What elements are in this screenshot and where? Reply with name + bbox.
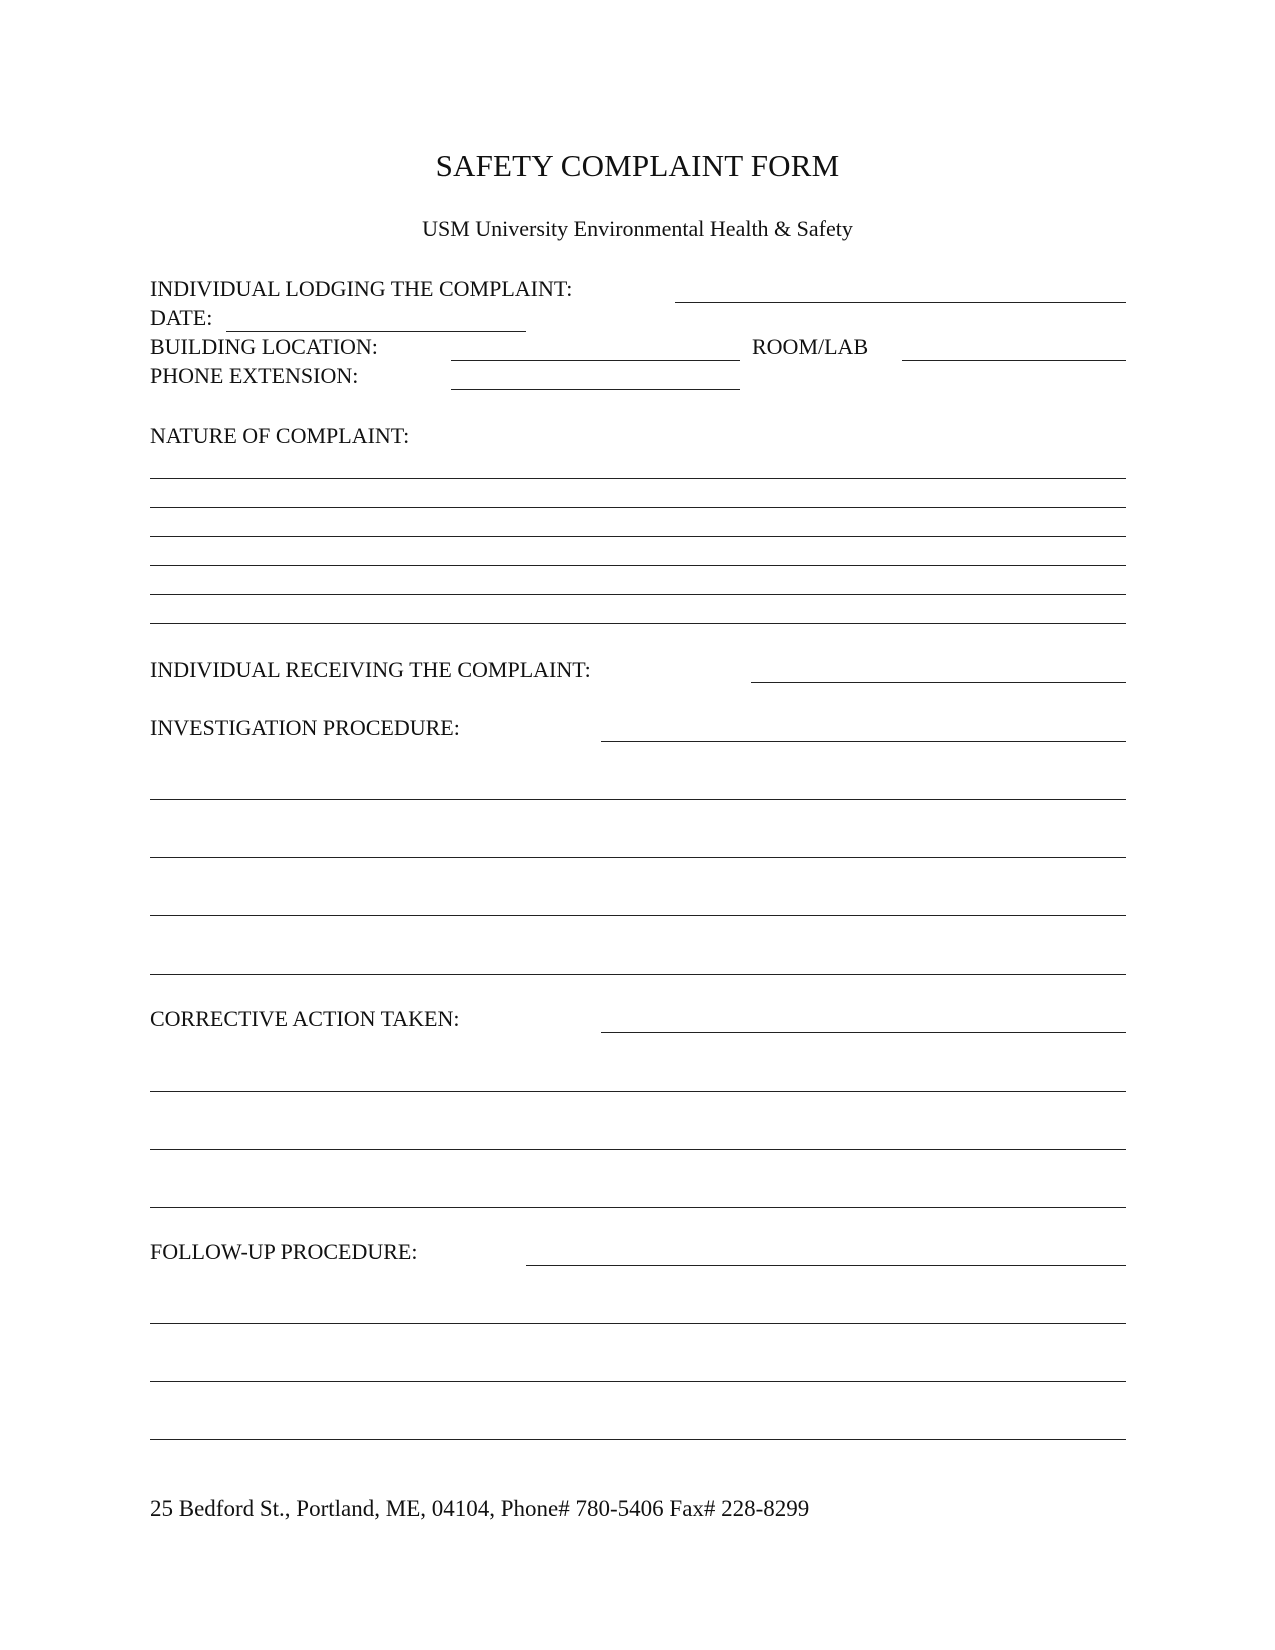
corrective-line[interactable] — [150, 1207, 1126, 1208]
individual-lodging-label: INDIVIDUAL LODGING THE COMPLAINT: — [150, 276, 573, 301]
phone-extension-label: PHONE EXTENSION: — [150, 363, 359, 388]
date-line[interactable] — [226, 331, 526, 332]
investigation-line[interactable] — [150, 974, 1126, 975]
nature-line[interactable] — [150, 478, 1126, 479]
investigation-procedure-label: INVESTIGATION PROCEDURE: — [150, 715, 460, 740]
corrective-line[interactable] — [601, 1032, 1126, 1033]
individual-receiving-label: INDIVIDUAL RECEIVING THE COMPLAINT: — [150, 657, 591, 682]
corrective-line[interactable] — [150, 1149, 1126, 1150]
building-location-label: BUILDING LOCATION: — [150, 334, 378, 359]
follow-up-line[interactable] — [150, 1439, 1126, 1440]
corrective-action-label: CORRECTIVE ACTION TAKEN: — [150, 1006, 460, 1031]
nature-line[interactable] — [150, 507, 1126, 508]
footer-address: 25 Bedford St., Portland, ME, 04104, Phone# 780-5406 Fax# 228-8299 — [150, 1496, 810, 1521]
nature-line[interactable] — [150, 623, 1126, 624]
nature-line[interactable] — [150, 565, 1126, 566]
follow-up-label: FOLLOW-UP PROCEDURE: — [150, 1239, 418, 1264]
date-label: DATE: — [150, 305, 213, 330]
nature-of-complaint-label: NATURE OF COMPLAINT: — [150, 423, 410, 448]
form-title: SAFETY COMPLAINT FORM — [435, 148, 840, 183]
follow-up-line[interactable] — [526, 1265, 1126, 1266]
individual-lodging-line[interactable] — [675, 302, 1126, 303]
room-lab-line[interactable] — [902, 360, 1126, 361]
individual-receiving-line[interactable] — [751, 682, 1126, 683]
follow-up-line[interactable] — [150, 1323, 1126, 1324]
investigation-line[interactable] — [150, 857, 1126, 858]
form-subtitle: USM University Environmental Health & Safety — [422, 216, 853, 241]
investigation-line[interactable] — [150, 915, 1126, 916]
investigation-line[interactable] — [150, 799, 1126, 800]
corrective-line[interactable] — [150, 1091, 1126, 1092]
phone-extension-line[interactable] — [451, 389, 740, 390]
nature-line[interactable] — [150, 536, 1126, 537]
investigation-line[interactable] — [601, 741, 1126, 742]
room-lab-label: ROOM/LAB — [752, 334, 869, 359]
follow-up-line[interactable] — [150, 1381, 1126, 1382]
nature-line[interactable] — [150, 594, 1126, 595]
building-location-line[interactable] — [451, 360, 740, 361]
